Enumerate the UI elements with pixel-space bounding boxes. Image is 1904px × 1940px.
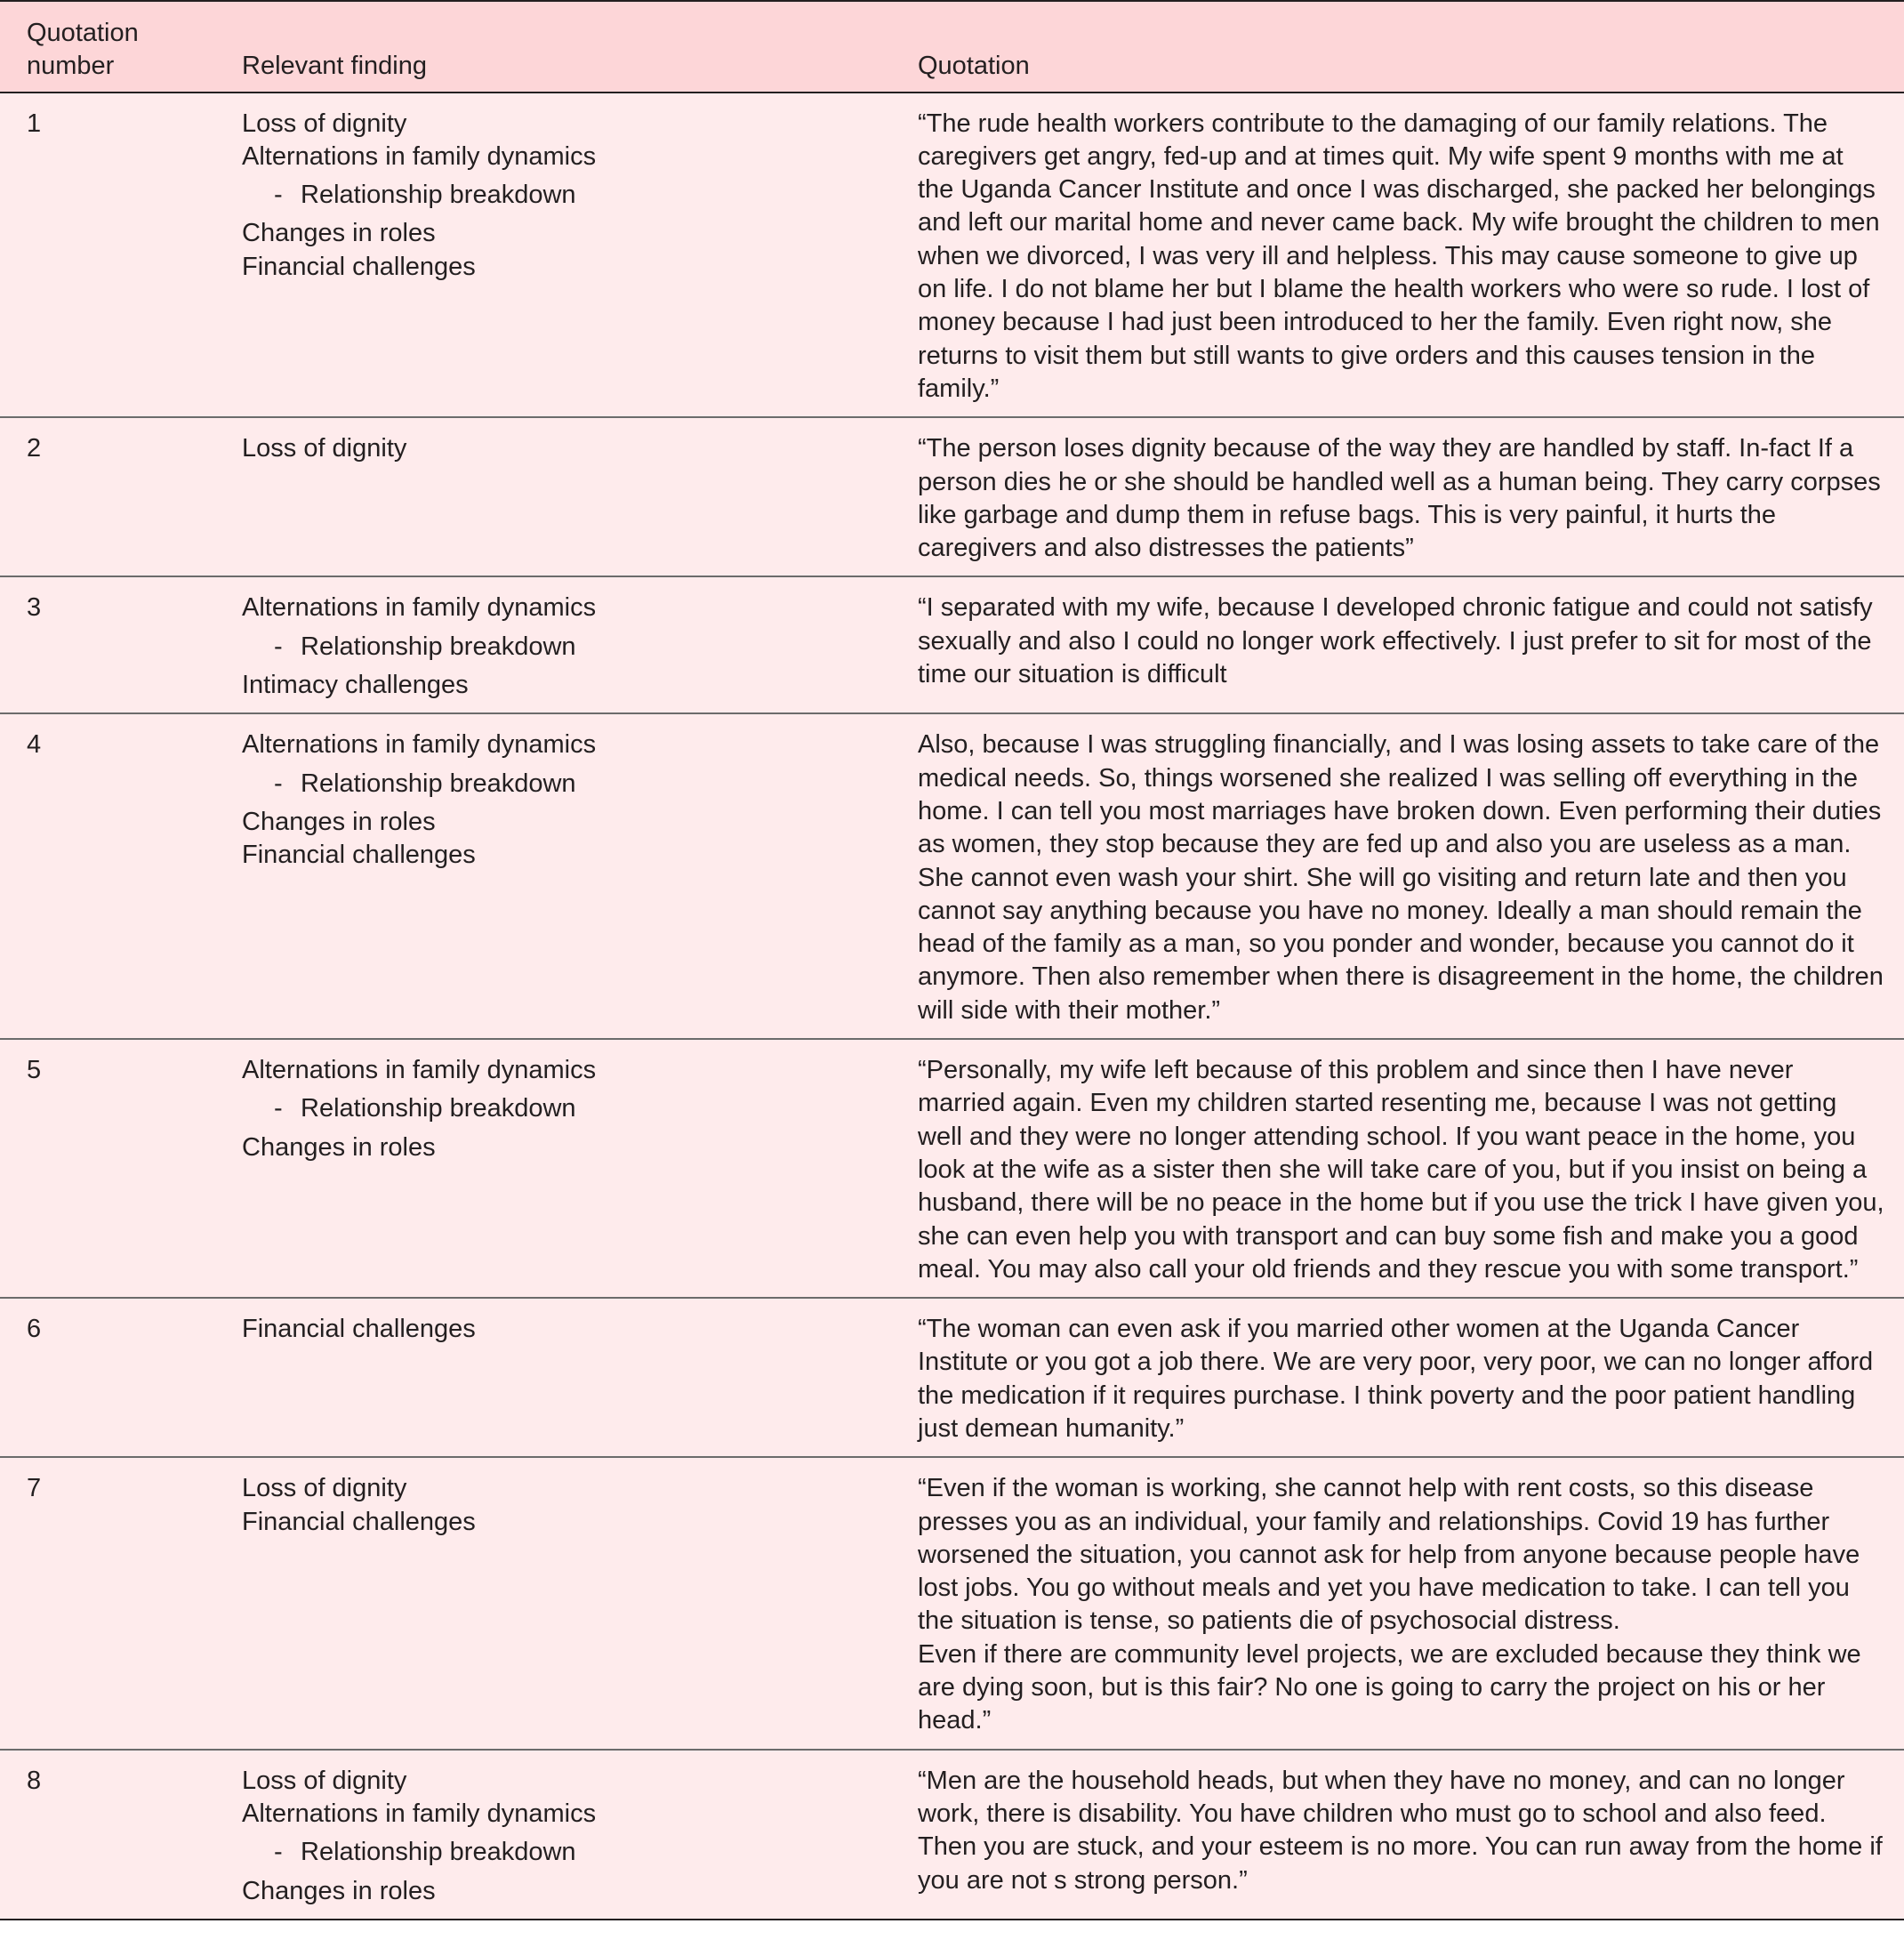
finding-subitem-label: Relationship breakdown xyxy=(301,181,576,210)
table-row xyxy=(0,713,1904,1039)
finding-item: Alternations in family dynamics xyxy=(242,1056,597,1085)
header-relevant-finding: Relevant finding xyxy=(242,52,427,81)
header-quotation-number: Quotation number xyxy=(27,19,139,81)
relevant-finding-cell xyxy=(242,713,918,1039)
quotation-cell: “The person loses dignity because of the way they are handled by staff. In-fact If a person dies he or she should be handled well as a human being. They carry corpses like garbage and dump them in refuse bags. This is very painful, it hurts the caregivers and also distresses the patients” xyxy=(918,434,1881,563)
relevant-finding-cell xyxy=(242,576,918,713)
finding-item: Alternations in family dynamics xyxy=(242,141,597,171)
finding-item: Changes in roles xyxy=(242,219,436,248)
finding-item: Intimacy challenges xyxy=(242,671,469,700)
header-quotation: Quotation xyxy=(918,52,1030,81)
table-row xyxy=(0,576,1904,713)
finding-subitem-label: Relationship breakdown xyxy=(301,632,576,661)
table-row xyxy=(0,1750,1904,1920)
table-row xyxy=(0,1298,1904,1457)
quotation-number-cell: 5 xyxy=(27,1056,42,1085)
finding-item: Loss of dignity xyxy=(242,434,407,463)
quotation-number-cell: 6 xyxy=(27,1315,42,1344)
relevant-finding-cell xyxy=(242,1298,918,1457)
quotation-number-cell: 3 xyxy=(27,593,42,623)
dash-bullet: - xyxy=(274,181,283,210)
header-row xyxy=(0,1,1904,93)
quotation-cell: “Men are the household heads, but when they have no money, and can no longer work, there is disability. You have children who must go to school and also feed. Then you are stuck, and your esteem is no more. You can run away from the home if you are not s strong person.” xyxy=(918,1766,1883,1895)
dash-bullet: - xyxy=(274,769,283,798)
finding-subitem xyxy=(242,631,918,664)
dash-bullet: - xyxy=(274,1838,283,1867)
finding-item: Alternations in family dynamics xyxy=(242,593,597,623)
finding-item: Alternations in family dynamics xyxy=(242,1799,597,1828)
quotation-cell: “I separated with my wife, because I developed chronic fatigue and could not satisfy sexually and also I could no longer work effectively. I just prefer to sit for most of the time our situation is difficult xyxy=(918,593,1873,689)
finding-subitem-label: Relationship breakdown xyxy=(301,769,576,798)
finding-item: Changes in roles xyxy=(242,807,436,836)
table-body xyxy=(0,93,1904,1920)
finding-subitem xyxy=(242,768,918,801)
quotation-cell: “Even if the woman is working, she cannot help with rent costs, so this disease presses you as an individual, your family and relationships. Covid 19 has further worsened the situation, you cannot ask for help from anyone because people have lost jobs. You go without meals and yet you have medication to take. I can tell you the situation is tense, so patients die of psychosocial distress. Even if there are community level projects, we are excluded because they think we are dying soon, but is this fair? No one is going to carry the project on his or her head.” xyxy=(918,1474,1861,1735)
finding-subitem xyxy=(242,1092,918,1125)
finding-subitem xyxy=(242,1836,918,1869)
table-row xyxy=(0,93,1904,418)
finding-item: Changes in roles xyxy=(242,1876,436,1905)
quotation-number-cell: 2 xyxy=(27,434,42,463)
finding-item: Loss of dignity xyxy=(242,109,407,138)
finding-item: Financial challenges xyxy=(242,1315,476,1344)
dash-bullet: - xyxy=(274,632,283,661)
quotation-cell: “The woman can even ask if you married other women at the Uganda Cancer Institute or you got a job there. We are very poor, very poor, we can no longer afford the medication if it requires purchase. I think poverty and the poor patient handling just demean humanity.” xyxy=(918,1315,1874,1443)
quotation-cell: “Personally, my wife left because of this problem and since then I have never married again. Even my children started resenting me, because I was not getting well and they were no longer attending school. If you want peace in the home, you look at the wife as a sister then she will take care of you, but if you insist on being a husband, there will be no peace in the home but if you use the trick I have given you, she can even help you with transport and can buy some fish and make you a good meal. You may also call your old friends and they rescue you with some transport.” xyxy=(918,1056,1884,1284)
finding-item: Financial challenges xyxy=(242,252,476,281)
finding-item: Loss of dignity xyxy=(242,1766,407,1795)
relevant-finding-cell xyxy=(242,1039,918,1298)
quotation-cell: “The rude health workers contribute to the damaging of our family relations. The caregivers get angry, fed-up and at times quit. My wife spent 9 months with me at the Uganda Cancer Institute and once I was discharged, she packed her belongings and left our marital home and never came back. My wife brought the children to men when we divorced, I was very ill and helpless. This may cause someone to give up on life. I do not blame her but I blame the health workers who were so rude. I lost of money because I had just been introduced to her the family. Even right now, she returns to visit them but still wants to give orders and this causes tension in the family.” xyxy=(918,109,1880,403)
quotation-number-cell: 7 xyxy=(27,1474,42,1503)
finding-subitem xyxy=(242,179,918,212)
finding-item: Financial challenges xyxy=(242,841,476,870)
table-row xyxy=(0,1457,1904,1749)
quotation-number-cell: 1 xyxy=(27,109,42,138)
dash-bullet: - xyxy=(274,1094,283,1123)
table-row xyxy=(0,1039,1904,1298)
finding-item: Alternations in family dynamics xyxy=(242,730,597,760)
finding-item: Changes in roles xyxy=(242,1132,436,1162)
finding-item: Financial challenges xyxy=(242,1507,476,1536)
table-header xyxy=(0,1,1904,93)
relevant-finding-cell xyxy=(242,417,918,576)
relevant-finding-cell xyxy=(242,93,918,418)
relevant-finding-cell xyxy=(242,1457,918,1749)
finding-subitem-label: Relationship breakdown xyxy=(301,1838,576,1867)
quotation-cell: Also, because I was struggling financially, and I was losing assets to take care of the medical needs. So, things worsened she realized I was selling off everything in the home. I can tell you most marriages have broken down. Even performing their duties as women, they stop because they are fed up and also you are useless as a man. She cannot even wash your shirt. She will go visiting and return late and then you cannot say anything because you have no money. Ideally a man should remain the head of the family as a man, so you ponder and wonder, because you cannot do it anymore. Then also remember when there is disagreement in the home, the children will side with their mother.” xyxy=(918,730,1884,1025)
relevant-finding-cell xyxy=(242,1750,918,1920)
finding-item: Loss of dignity xyxy=(242,1474,407,1503)
quotation-number-cell: 8 xyxy=(27,1766,42,1795)
quotation-number-cell: 4 xyxy=(27,730,42,760)
table-row xyxy=(0,417,1904,576)
finding-subitem-label: Relationship breakdown xyxy=(301,1094,576,1123)
